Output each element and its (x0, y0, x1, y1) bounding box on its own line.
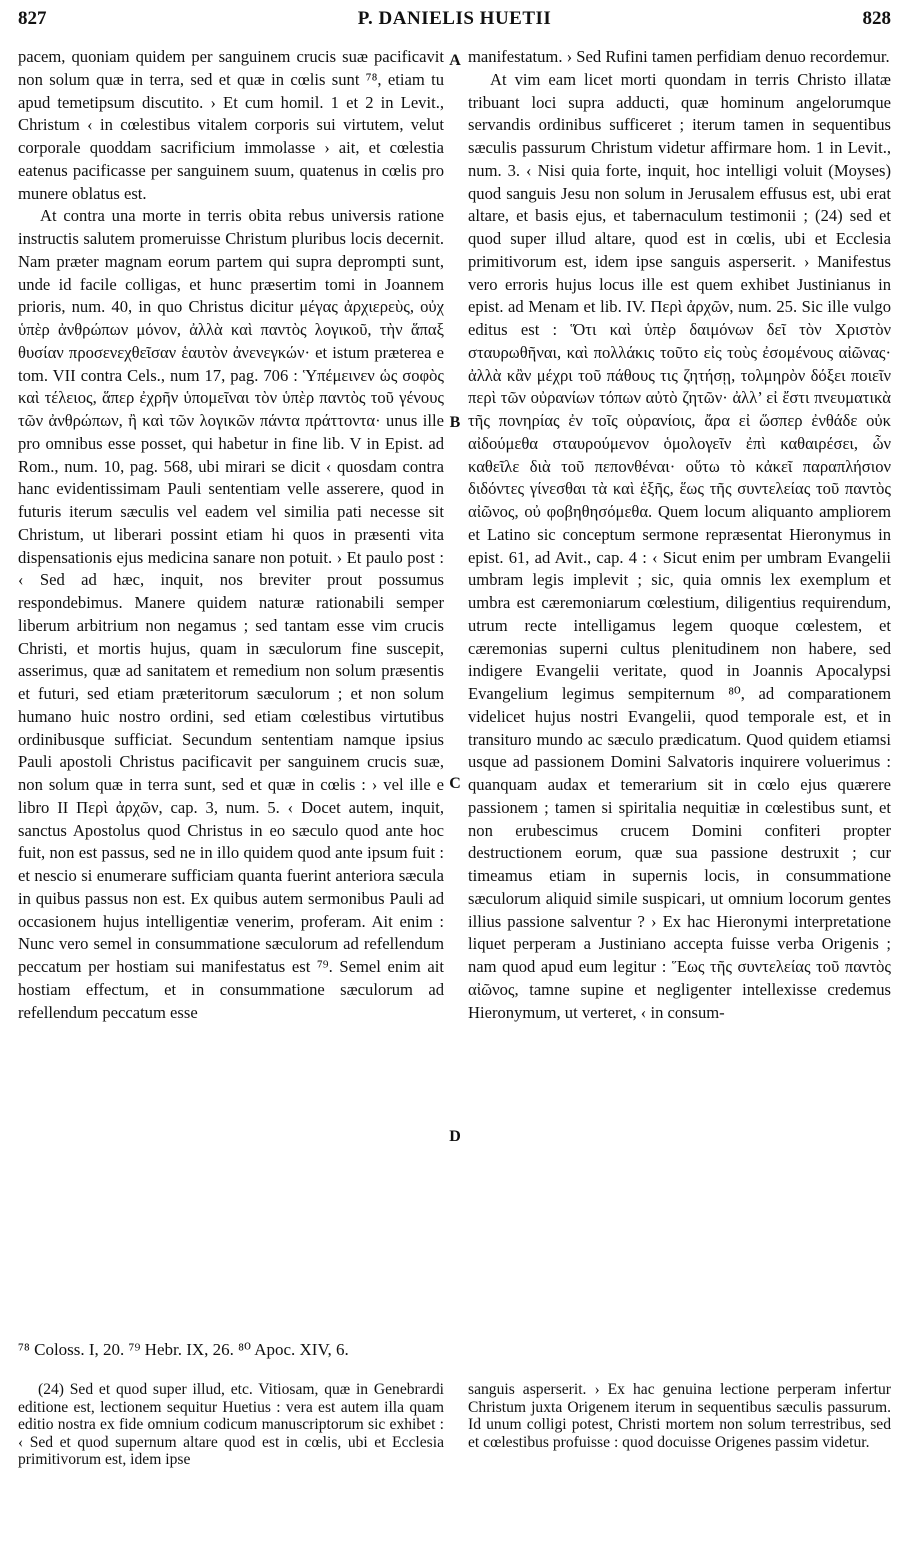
margin-marker-c: C (449, 775, 461, 792)
margin-marker-b: B (449, 414, 461, 431)
right-paragraph-1: manifestatum. › Sed Rufini tamen perfidiam denuo recordemur. (468, 47, 890, 66)
margin-marker-d: D (449, 1128, 461, 1145)
right-paragraph-2: At vim eam licet morti quondam in terris Christo illatæ tribuant loci supra adducti, quæ hominum angelorumque servandis ordinibus sufficeret ; iterum tamen in sequentibus sæculis passurum Christum videtur affirmare hom. 1 in Levit., num. 3. ‹ Nisi quia forte, inquit, hoc intelligi voluit (Moyses) quod sanguis Jesu non solum in Jerusalem effusus est, ubi erat altare, et basis ejus, et tabernaculum testimonii ; (24) sed et quod super illud altare, quod est in cœlis, ubi et Ecclesia primitivorum est, idem ipse sanguis asperserit. › Manifestus vero erroris hujus locus ille est quem exhibet Justinianus in epist. ad Menam et lib. IV. Περὶ ἀρχῶν, num. 25. Sic ille vulgo editus est : Ὅτι καὶ ὑπὲρ δαιμόνων δεῖ τὸν Χριστὸν σταυρωθῆναι, καὶ πολλάκις τοῦτο εἰς τοὺς ἐσομένους αἰῶνας· ἀλλὰ κἂν μέχρι τοῦ πάθους τις ζητήσῃ, τολμηρὸν δόξει ποιεῖν περὶ τῶν οὐρανίων τόπων αὐτὸ ζητῶν· ἀλλ’ εἰ ἔστι πνευματικὰ τῆς πονηρίας ἐν τοῖς οὐρανίοις, ἄρα εἰ ὥσπερ ἐνθάδε οὐκ αἰδούμεθα σταυρούμενον ὁμολογεῖν ἐπὶ καθαιρέσει, ὧν καθεῖλε διὰ τοῦ πεπονθέναι· οὕτω τὸ κἀκεῖ παραπλήσιον διδόντες γίνεσθαι τὰ καὶ ἑξῆς, ἕως τῆς συντελείας τοῦ παντὸς αἰῶνος, οὐ φοβηθησόμεθα. Quem locum aliquanto ampliorem et Latino sic conceptum sermone repræsentat Hieronymus in epist. 61, ad Avit., cap. 4 : ‹ Sicut enim per umbram Evangelii umbram legis implevit ; sic, quia omnis lex exemplum et umbra est cæremoniarum cœlestium, diligentius requirendum, utrum recte intelligamus legem quoque cœlestem, et cæremonias superni cultus plenitudinem non habere, sed indigere Evangelii veritate, quod in Joannis Apocalypsi Evangelium legimus sempiternum ⁸⁰, ad comparationem videlicet hujus nostri Evangelii, quod temporale est, et in transituro mundo ac sæculo prædicatum. Quod quidem etiamsi usque ad passionem Domini Salvatoris inquirere voluerimus : quanquam audax et temerarium sit in cœlo ejus quærere passionem ; tamen si spiritalia nequitiæ in cœlestibus sunt, et non erubescimus crucem Domini confiteri propter destructionem eorum, quæ sua passione destruxit ; cur timeamus etiam in supernis locis, in consummatione sæculorum aliquid simile suspicari, ut omnium locorum gentes illius passione salventur ? › Ex hac Hieronymi interpretatione liquet perperam a Justiniano accepta fuisse verba Origenis ; nam quod apud eum legitur : Ἕως τῆς συντελείας τοῦ παντὸς αἰῶνος, tamne supine et negligenter intellexisse credemus Hieronymum, ut verteret, ‹ in consum- (468, 69, 891, 1022)
editor-note-right (468, 1381, 891, 1451)
left-paragraph-2: At contra una morte in terris obita rebus universis ratione instructis salutem promeruisse Christum pluribus locis decernit. Nam præter magnam eorum partem qui supra deprompti sunt, unde id facile colligas, et hunc præsertim tomi in Joannem prioris, num. 40, in quo Christus dicitur μέγας ἀρχιερεὺς, οὐχ ὑπὲρ ἀνθρώπων μόνον, ἀλλὰ καὶ παντὸς λογικοῦ, τὴν ἅπαξ θυσίαν προσενεχθεῖσαν ἑαυτὸν ἀνενεγκών· et istum præterea e tom. VII contra Cels., num 17, pag. 706 : Ὑπέμεινεν ὡς σοφὸς καὶ τέλειος, ἅπερ ἐχρῆν ὑπομεῖναι τὸν ὑπὲρ παντὸς τοῦ γένους τῶν ἀνθρώπων, ἢ καὶ τῶν λογικῶν πάντα πράττοντα· unus ille pro omnibus esse posset, qui habetur in fine lib. V in Epist. ad Rom., num. 10, pag. 568, ubi mirari se dicit ‹ quosdam contra hanc evidentissimam Pauli sententiam velle asserere, quod in futuris iterum sæculis vel eadem vel similia pati necesse sit Christum, ut liberari possint etiam hi quos in præsenti vita dispensationis ejus medicina sanare non potuit. › Et paulo post : ‹ Sed ad hæc, inquit, nos breviter prout possumus respondebimus. Manere quidem naturæ rationabili semper liberum arbitrium non negamus ; sed tantam esse vim crucis Christi, et mortis hujus, quam in sæculorum fine suscepit, asserimus, quæ ad sanitatem et remedium non solum præsentis et futuri, sed etiam præteritorum sæculorum ; et non solum humano huic nostro ordini, sed etiam cœlestibus virtutibus ordinibusque sufficiat. Secundum sententiam namque ipsius Pauli apostoli Christus pacificavit per sanguinem crucis suæ, non solum quæ in terra sunt, sed et quæ in cœlis : › vel ille e libro II Περὶ ἀρχῶν, cap. 3, num. 5. ‹ Docet autem, inquit, sanctus Apostolus quod Christus in eo sæculo quod ante hoc fuit, non est passus, sed ne in illo quidem quod ante ipsum fuit : et nescio si enumerare sufficiam quanta fuerint anteriora sæcula in quibus passus non est. Ex quibus autem sermonibus Pauli ad occasionem hujus intelligentiæ venerim, proferam. Ait enim : Nunc vero semel in consummatione sæculorum ad refellendum peccatum per hostiam sui manifestatus est ⁷⁹. Semel enim ait hostiam effectum, et in consummatione sæculorum ad refellendum peccatum esse (18, 206, 444, 1022)
page-number-left: 827 (18, 8, 47, 29)
editor-note-left (18, 1381, 444, 1469)
running-header (18, 8, 891, 38)
page-number-right: 828 (862, 8, 891, 29)
right-column (468, 46, 891, 1336)
left-column (18, 46, 444, 1336)
footnote-references: ⁷⁸ Coloss. I, 20. ⁷⁹ Hebr. IX, 26. ⁸⁰ Apoc. XIV, 6. (18, 1340, 349, 1359)
editor-note-text-left: (24) Sed et quod super illud, etc. Vitiosam, quæ in Genebrardi editione est, lectionem sequitur Huetius : vera est autem illa quam editio nostra ex fide omnium codicum manuscriptorum sic exhibet : ‹ Sed et quod supernum altare quod est in cœlis, ubi et Ecclesia primitivorum est, idem ipse (18, 1381, 444, 1469)
left-paragraph-1: pacem, quoniam quidem per sanguinem crucis suæ pacificavit non solum quæ in terra, sed et quæ in cœlis sunt ⁷⁸, etiam tu apud temetipsum discutito. › Et cum homil. 1 et 2 in Levit., Christum ‹ in cœlestibus vitalem corporis sui virtutem, velut corporale quoddam sacrificium immolasse › ait, et cœlestia eatenus pacificasse per sanguinem suum, quatenus in cœlis pro munere oblatus est. (18, 47, 444, 203)
running-title: P. DANIELIS HUETII (357, 8, 552, 29)
editor-note-text-right: sanguis asperserit. › Ex hac genuina lectione perperam infertur Christum juxta Origenem iterum in sequentibus sæculis passurum. Id unum colligi potest, Christi mortem non solum terrestribus, sed et cœlestibus profuisse : quod docuisse Origenes passim videtur. (468, 1381, 891, 1451)
margin-marker-a: A (449, 52, 461, 69)
